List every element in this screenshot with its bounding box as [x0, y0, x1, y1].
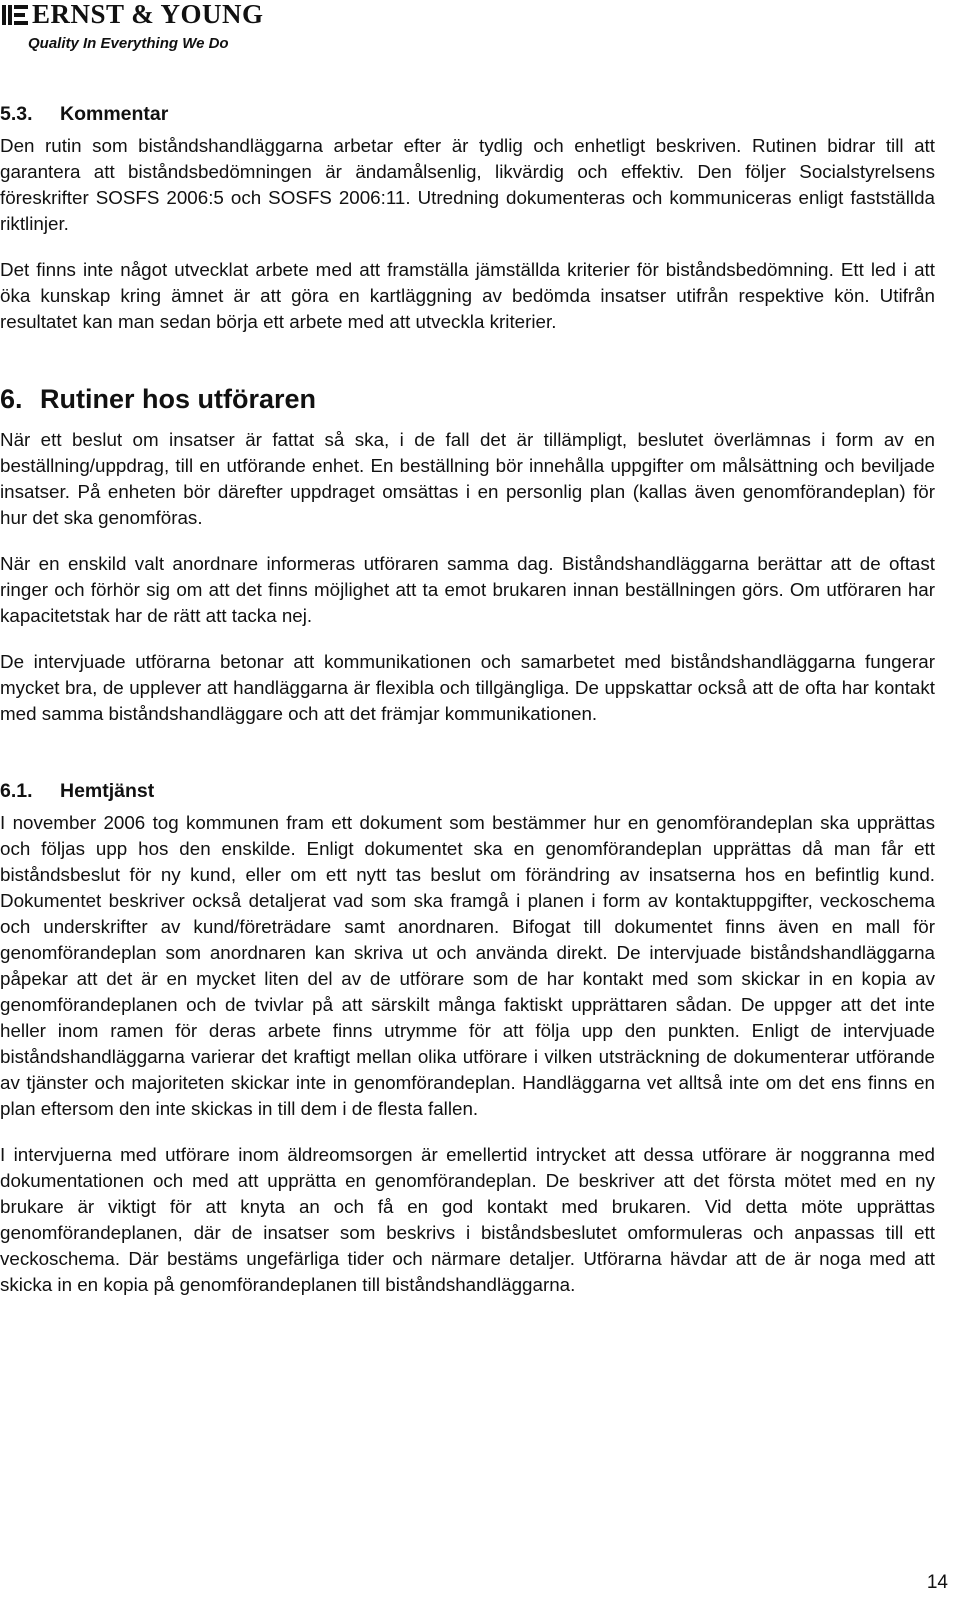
section-title: Hemtjänst: [60, 780, 155, 802]
section-heading-5-3: [0, 100, 935, 128]
paragraph: När en enskild valt anordnare informeras utföraren samma dag. Biståndshandläggarna berättar att de oftast ringer och förhör sig om att det finns möjlighet att ta emot brukaren innan beställningen görs. Om utföraren har kapacitetstak har de rätt att tacka nej.: [0, 553, 935, 626]
paragraph: I november 2006 tog kommunen fram ett dokument som bestämmer hur en genomförandeplan ska upprättas och följas upp hos den enskilde. Enligt dokumentet ska en genomförandeplan upprättas då man får ett biståndsbeslut för ny kund, eller om ett nytt tas beslut om förändring av insatserna hos en befintlig kund. Dokumentet beskriver också detaljerat vad som ska framgå i planen i form av kontaktuppgifter, veckoschema och underskrifter av kund/företrädare samt anordnaren. Bifogat till dokumentet finns även en mall för genomförandeplan som anordnaren kan skriva ut och använda direkt. De intervjuade biståndshandläggarna påpekar att det är en mycket liten del av de utförare som de har kontakt med som skickar in en kopia av genomförandeplanen och de tvivlar på att särskilt många faktiskt upprättaren sådan. De uppger att det inte heller inom ramen för deras arbete finns utrymme för att följa upp den punkten. Enligt de intervjuade biståndshandläggarna varierar det kraftigt mellan olika utförare i vilken utsträckning de dokumenterar utförande av tjänster och majoriteten skickar inte in genomförandeplan. Handläggarna vet alltså inte om det ens finns en plan eftersom den inte skickas in till dem i de flesta fallen.: [0, 812, 935, 1119]
paragraph: Det finns inte något utvecklat arbete med att framställa jämställda kriterier för biståndsbedömning. Ett led i att öka kunskap kring ämnet är att göra en kartläggning av bedömda insatser utifrån respektive kön. Utifrån resultatet kan man sedan börja ett arbete med att utveckla kriterier.: [0, 259, 935, 332]
section-title: Rutiner hos utföraren: [40, 384, 317, 414]
document-body: [0, 100, 935, 1318]
section-heading-6-1: [0, 777, 935, 805]
section-title: Kommentar: [60, 103, 169, 125]
paragraph: De intervjuade utförarna betonar att kommunikationen och samarbetet med biståndshandläggarna fungerar mycket bra, de upplever att handläggarna är flexibla och tillgängliga. De uppskattar också att de ofta har kontakt med samma biståndshandläggare och att det främjar kommunikationen.: [0, 651, 935, 724]
company-name: ERNST & YOUNG: [32, 0, 264, 29]
page-number: 14: [926, 1572, 948, 1593]
paragraph: När ett beslut om insatser är fattat så ska, i de fall det är tillämpligt, beslutet överlämnas i form av en beställning/uppdrag, till en utförande enhet. En beställning bör innehålla uppgifter om målsättning och beviljade insatser. På enheten bör därefter uppdraget omsättas i en personlig plan (kallas även genomförandeplan) för hur det ska genomföras.: [0, 429, 935, 528]
paragraph: Den rutin som biståndshandläggarna arbetar efter är tydlig och enhetligt beskriven. Rutinen bidrar till att garantera att biståndsbedömningen är ändamålsenlig, likvärdig och effektiv. Den följer Socialstyrelsens föreskrifter SOSFS 2006:5 och SOSFS 2006:11. Utredning dokumenteras och kommuniceras enligt fastställda riktlinjer.: [0, 135, 935, 234]
section-number: 6.1.: [0, 780, 33, 802]
company-logo: [0, 0, 264, 60]
paragraph: I intervjuerna med utförare inom äldreomsorgen är emellertid intrycket att dessa utförare är noggranna med dokumentationen och med att upprätta en genomförandeplan. De beskriver att det första mötet med en ny brukare är viktigt för att knyta an och få en god kontakt med brukaren. Vid detta möte upprättas genomförandeplanen, där de insatser som beskrivs i biståndsbeslutet omformuleras och anpassas till ett veckoschema. Där bestäms ungefärliga tider och närmare detaljer. Utförarna hävdar att de är noga med att skicka in en kopia på genomförandeplanen till biståndshandläggarna.: [0, 1144, 935, 1295]
section-heading-6: [0, 379, 935, 419]
ey-logo-icon: [2, 3, 28, 27]
section-number: 6.: [0, 384, 23, 414]
section-number: 5.3.: [0, 103, 33, 125]
company-tagline: Quality In Everything We Do: [28, 35, 229, 52]
